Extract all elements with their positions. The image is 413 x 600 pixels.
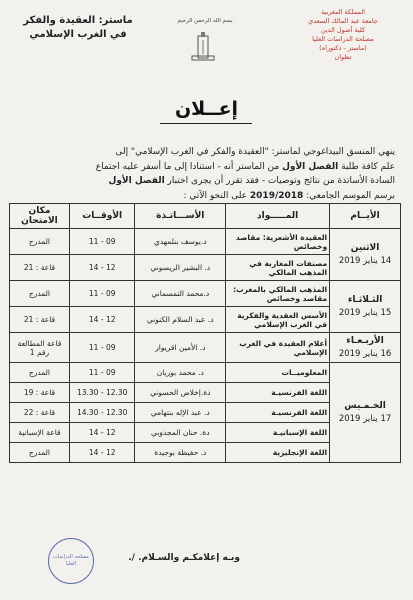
day-cell (330, 363, 401, 463)
body-line (15, 189, 395, 204)
time-cell: 09 - 11 (69, 229, 135, 255)
subject-cell: أعلام العقيدة في الغرب الإسلامي (226, 333, 330, 363)
subject-cell: اللغة الفرنسيـة (226, 383, 330, 403)
subject-cell: المعلوميــات (226, 363, 330, 383)
body-fragment: السادة الأساتذة من نتائج وتوصيات - فقد تقرر أن يجرى اختبار (164, 176, 395, 186)
room-cell: قاعة : 22 (10, 403, 70, 423)
professor-cell: د. البشير الريسوني (135, 255, 226, 281)
subject-cell: اللغة الإنجليزية (226, 443, 330, 463)
day-cell (330, 333, 401, 363)
professor-cell: د. عبد الإله بنتهامي (135, 403, 226, 423)
body-fragment: على النحو الآتي : (183, 190, 250, 201)
time-cell: 09 - 11 (69, 363, 135, 383)
table-row (10, 229, 401, 255)
body-fragment: من الماستر أنه - استنادا إلى ما أسفر عليه اجتماع (95, 161, 283, 172)
body-line: ينهي المنسق البيداغوجي لماستر: "العقيدة والفكر في الغرب الإسلامي" إلى (115, 147, 395, 157)
header-line: كلية أصول الدين (320, 26, 366, 34)
day-name: الاثنين (350, 242, 380, 253)
column-header-professors: الأســـاتـذة (135, 204, 226, 229)
professor-cell: د.محمد التمسماني (135, 281, 226, 307)
room-cell: المدرج (10, 443, 70, 463)
day-date: 16 يناير 2019 (338, 348, 392, 359)
room-cell: قاعة الإسبانية (10, 423, 70, 443)
master-program-header (18, 14, 138, 42)
announcement-body (15, 145, 395, 203)
professor-cell: د. حفيظة بوجيدة (135, 443, 226, 463)
column-header-exam-room: مكان الامتحان (10, 204, 70, 229)
professor-cell: دة. حنان المجدوبي (135, 423, 226, 443)
header-line: مصلحة الدراسات العليا (312, 35, 374, 43)
professor-cell: د.يوسف بنلمهدي (135, 229, 226, 255)
header-line: تطوان (334, 53, 352, 61)
room-cell: قاعة المطالعة رقم 1 (10, 333, 70, 363)
time-cell: 09 - 11 (69, 333, 135, 363)
column-header-times: الأوقــات (69, 204, 135, 229)
title-underline (160, 123, 252, 124)
subject-cell: الأسس العقدية والفكرية في الغرب الإسلامي (226, 307, 330, 333)
time-cell: 12 - 14 (69, 443, 135, 463)
room-cell: المدرج (10, 281, 70, 307)
body-fragment: برسم الموسم الجامعي: (303, 190, 395, 201)
time-cell: 12.30 - 14.30 (69, 403, 135, 423)
institution-header (283, 8, 403, 62)
subject-cell: اللغة الإسبانيـة (226, 423, 330, 443)
time-cell: 12 - 14 (69, 423, 135, 443)
body-line (15, 174, 395, 189)
header-line: (ماستر - دكتوراه) (319, 44, 367, 52)
professor-cell: د. الأمين اقريوار (135, 333, 226, 363)
subject-cell: المذهب المالكي بالمغرب: مقاصد وخصائص (226, 281, 330, 307)
university-emblem-icon (190, 32, 216, 62)
body-line (15, 160, 395, 175)
room-cell: المدرج (10, 363, 70, 383)
day-name: الأربـعـاء (346, 335, 384, 346)
semester-emphasis: الفصل الأول (282, 161, 339, 172)
header-line: المملكة المغربية (320, 8, 366, 16)
official-stamp (48, 538, 94, 584)
body-fragment: علم كافة طلبة (338, 161, 395, 172)
day-cell (330, 229, 401, 281)
time-cell: 12 - 14 (69, 307, 135, 333)
subject-cell: اللغة الفرنسيـة (226, 403, 330, 423)
exam-schedule-table (9, 203, 401, 463)
academic-year: 2019/2018 (249, 190, 304, 201)
basmala: بسم الله الرحمن الرحيم (177, 18, 233, 24)
time-cell: 09 - 11 (69, 281, 135, 307)
semester-emphasis: الفصل الأول (108, 176, 165, 186)
time-cell: 12.30 - 13.30 (69, 383, 135, 403)
table-header-row (10, 204, 401, 229)
program-line: في الغرب الإسلامي (29, 29, 127, 40)
time-cell: 12 - 14 (69, 255, 135, 281)
closing-line: وبـه إعلامكـم والسـلام. /. (128, 553, 240, 563)
professor-cell: دة.إخلاص الحسوني (135, 383, 226, 403)
stamp-text: مصلحة الدراسات العليا (53, 554, 89, 567)
day-cell (330, 281, 401, 333)
day-date: 15 يناير 2019 (338, 307, 392, 318)
room-cell: قاعة : 19 (10, 383, 70, 403)
room-cell: قاعة : 21 (10, 307, 70, 333)
professor-cell: د. عبد السلام الكنوني (135, 307, 226, 333)
header-line: جامعة عبد المالك السعدي (308, 17, 378, 25)
table-row (10, 363, 401, 383)
announcement-title: إعــلان (174, 98, 239, 120)
subject-cell: العقيدة الأشعرية: مقاصد وخصائص (226, 229, 330, 255)
day-name: الثـلاثـاء (347, 294, 383, 305)
day-date: 17 يناير 2019 (338, 413, 392, 424)
column-header-days: الأيــام (330, 204, 401, 229)
professor-cell: د. محمد بوزيان (135, 363, 226, 383)
column-header-subjects: المـــــواد (226, 204, 330, 229)
program-line: ماستر: العقيدة والفكر (23, 15, 133, 26)
room-cell: قاعة : 21 (10, 255, 70, 281)
table-row (10, 333, 401, 363)
day-date: 14 يناير 2019 (338, 255, 392, 266)
table-row (10, 281, 401, 307)
day-name: الخـمـيس (344, 400, 386, 411)
room-cell: المدرج (10, 229, 70, 255)
subject-cell: مصنفات المغاربة في المذهب المالكي (226, 255, 330, 281)
